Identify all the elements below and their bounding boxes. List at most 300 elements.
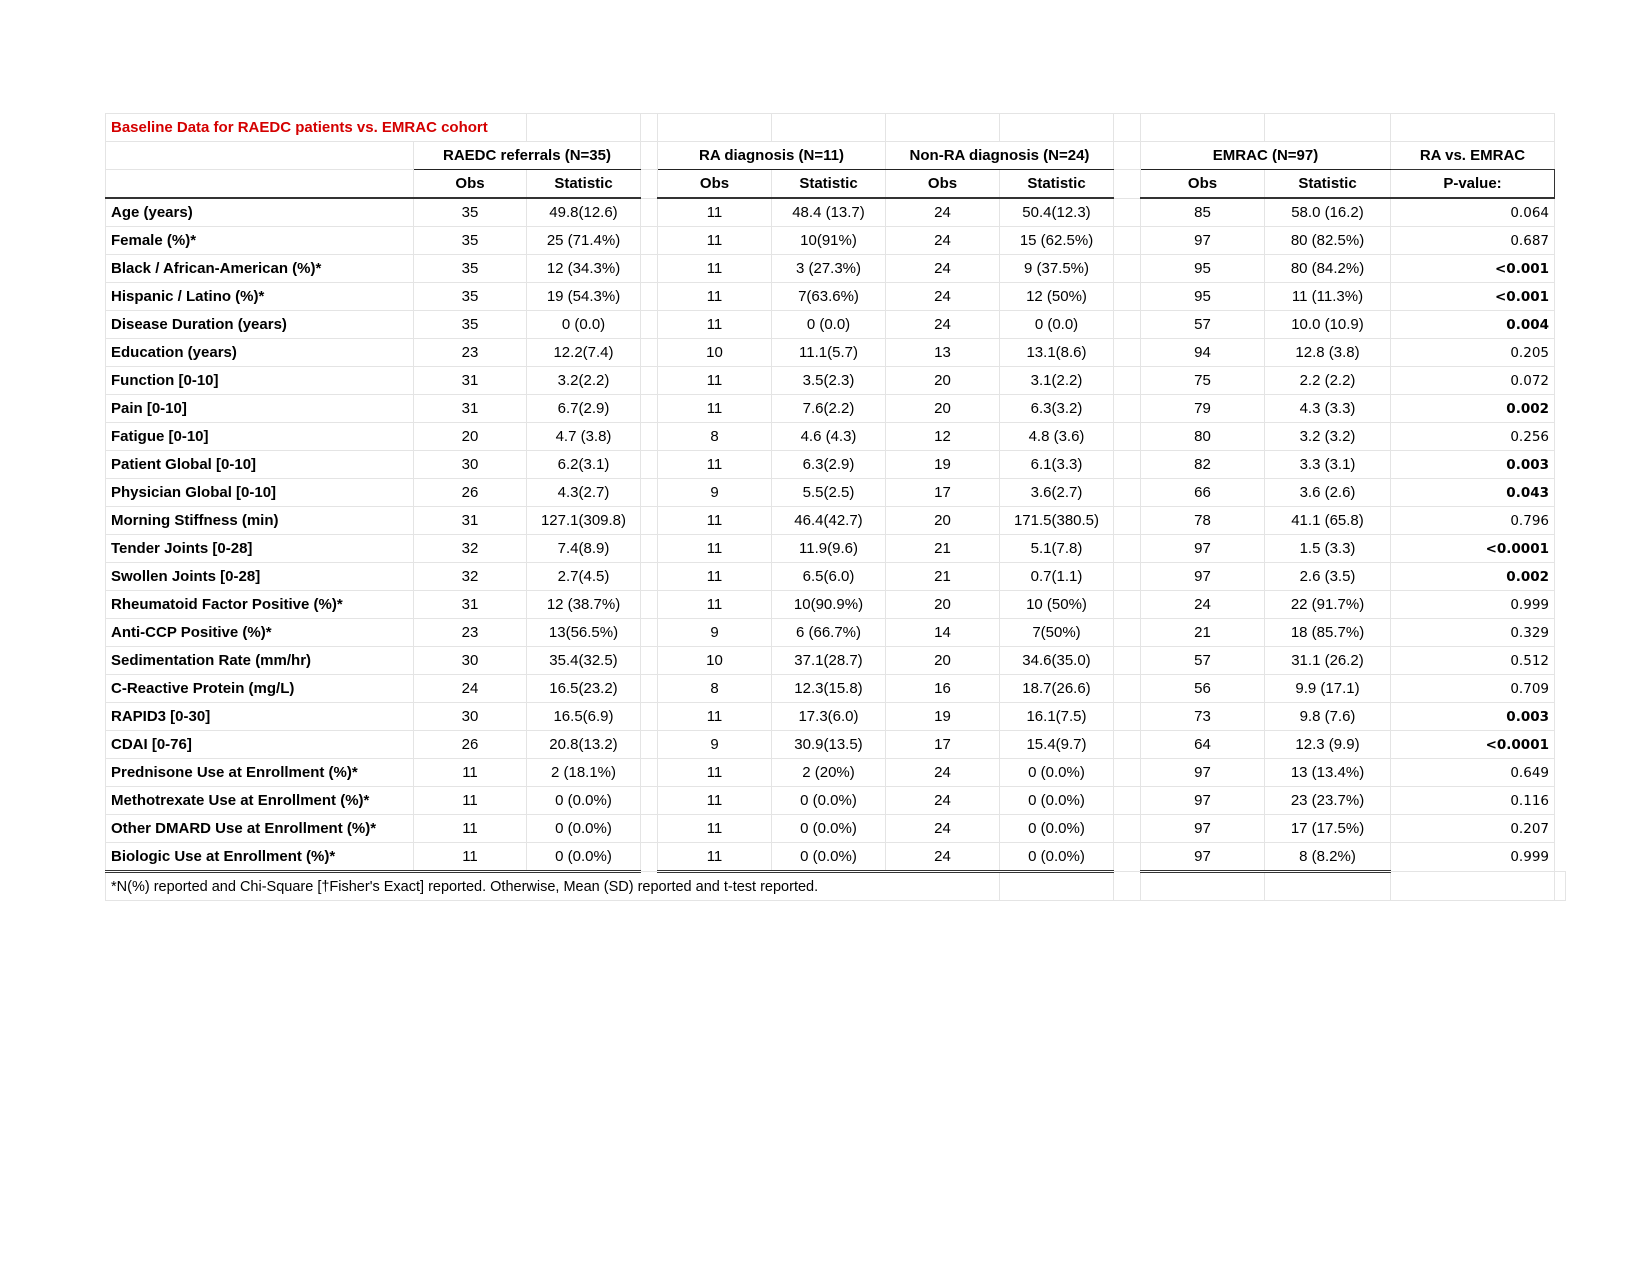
column-gap <box>1114 843 1141 872</box>
non-ra-statistic: 171.5(380.5) <box>1000 507 1114 535</box>
raedc-statistic: 35.4(32.5) <box>527 647 641 675</box>
non-ra-statistic: 3.6(2.7) <box>1000 479 1114 507</box>
ra-obs: 11 <box>658 535 772 563</box>
row-label: Biologic Use at Enrollment (%)* <box>106 843 414 872</box>
non-ra-obs: 24 <box>886 311 1000 339</box>
column-gap <box>641 563 658 591</box>
row-label: Disease Duration (years) <box>106 311 414 339</box>
emrac-obs: 79 <box>1141 395 1265 423</box>
ra-obs: 11 <box>658 198 772 227</box>
raedc-statistic: 0 (0.0%) <box>527 843 641 872</box>
raedc-statistic: 3.2(2.2) <box>527 367 641 395</box>
raedc-statistic: 16.5(6.9) <box>527 703 641 731</box>
emrac-obs: 95 <box>1141 255 1265 283</box>
group-ra: RA diagnosis (N=11) <box>658 142 886 170</box>
emrac-statistic: 23 (23.7%) <box>1265 787 1391 815</box>
row-label: Black / African-American (%)* <box>106 255 414 283</box>
column-gap <box>1114 619 1141 647</box>
table-row <box>106 339 1566 367</box>
raedc-statistic: 49.8(12.6) <box>527 198 641 227</box>
non-ra-obs: 17 <box>886 479 1000 507</box>
statistic-header: Statistic <box>1265 170 1391 199</box>
emrac-obs: 82 <box>1141 451 1265 479</box>
row-label: Morning Stiffness (min) <box>106 507 414 535</box>
non-ra-obs: 20 <box>886 507 1000 535</box>
emrac-obs: 97 <box>1141 787 1265 815</box>
ra-obs: 9 <box>658 731 772 759</box>
raedc-statistic: 127.1(309.8) <box>527 507 641 535</box>
table-row <box>106 507 1566 535</box>
non-ra-obs: 24 <box>886 815 1000 843</box>
ra-statistic: 0 (0.0%) <box>772 843 886 872</box>
emrac-obs: 97 <box>1141 227 1265 255</box>
raedc-statistic: 4.7 (3.8) <box>527 423 641 451</box>
table-row <box>106 311 1566 339</box>
row-label: Function [0-10] <box>106 367 414 395</box>
column-gap <box>641 451 658 479</box>
row-label: CDAI [0-76] <box>106 731 414 759</box>
ra-statistic: 3.5(2.3) <box>772 367 886 395</box>
column-gap <box>641 759 658 787</box>
emrac-obs: 24 <box>1141 591 1265 619</box>
ra-obs: 11 <box>658 591 772 619</box>
raedc-obs: 30 <box>414 451 527 479</box>
column-gap <box>1114 367 1141 395</box>
column-gap <box>1114 507 1141 535</box>
emrac-statistic: 11 (11.3%) <box>1265 283 1391 311</box>
emrac-statistic: 12.3 (9.9) <box>1265 731 1391 759</box>
column-gap <box>641 675 658 703</box>
table-row <box>106 451 1566 479</box>
ra-statistic: 37.1(28.7) <box>772 647 886 675</box>
emrac-statistic: 8 (8.2%) <box>1265 843 1391 872</box>
column-gap <box>641 423 658 451</box>
column-gap <box>1114 563 1141 591</box>
row-label: Swollen Joints [0-28] <box>106 563 414 591</box>
non-ra-obs: 17 <box>886 731 1000 759</box>
footnote-row <box>106 872 1566 901</box>
column-gap <box>641 367 658 395</box>
column-gap <box>1114 311 1141 339</box>
ra-statistic: 17.3(6.0) <box>772 703 886 731</box>
emrac-statistic: 58.0 (16.2) <box>1265 198 1391 227</box>
column-gap <box>1114 283 1141 311</box>
ra-statistic: 48.4 (13.7) <box>772 198 886 227</box>
raedc-statistic: 6.2(3.1) <box>527 451 641 479</box>
row-label: RAPID3 [0-30] <box>106 703 414 731</box>
emrac-obs: 57 <box>1141 311 1265 339</box>
raedc-obs: 20 <box>414 423 527 451</box>
emrac-statistic: 31.1 (26.2) <box>1265 647 1391 675</box>
column-gap <box>1114 339 1141 367</box>
non-ra-obs: 24 <box>886 255 1000 283</box>
raedc-obs: 31 <box>414 367 527 395</box>
non-ra-statistic: 0 (0.0) <box>1000 311 1114 339</box>
raedc-obs: 23 <box>414 339 527 367</box>
column-gap <box>1114 255 1141 283</box>
column-gap <box>1114 395 1141 423</box>
column-gap <box>1114 787 1141 815</box>
non-ra-statistic: 3.1(2.2) <box>1000 367 1114 395</box>
column-gap <box>641 339 658 367</box>
raedc-obs: 26 <box>414 731 527 759</box>
emrac-obs: 73 <box>1141 703 1265 731</box>
column-gap <box>641 227 658 255</box>
raedc-obs: 35 <box>414 227 527 255</box>
emrac-statistic: 2.2 (2.2) <box>1265 367 1391 395</box>
raedc-statistic: 6.7(2.9) <box>527 395 641 423</box>
ra-statistic: 4.6 (4.3) <box>772 423 886 451</box>
ra-obs: 9 <box>658 479 772 507</box>
row-label: Tender Joints [0-28] <box>106 535 414 563</box>
ra-statistic: 0 (0.0%) <box>772 787 886 815</box>
row-label: Prednisone Use at Enrollment (%)* <box>106 759 414 787</box>
raedc-statistic: 4.3(2.7) <box>527 479 641 507</box>
emrac-obs: 57 <box>1141 647 1265 675</box>
p-value: 0.329 <box>1391 619 1555 647</box>
non-ra-obs: 12 <box>886 423 1000 451</box>
non-ra-statistic: 50.4(12.3) <box>1000 198 1114 227</box>
column-gap <box>641 311 658 339</box>
non-ra-statistic: 0 (0.0%) <box>1000 759 1114 787</box>
emrac-obs: 56 <box>1141 675 1265 703</box>
ra-statistic: 11.1(5.7) <box>772 339 886 367</box>
column-gap <box>641 815 658 843</box>
non-ra-obs: 24 <box>886 227 1000 255</box>
non-ra-obs: 14 <box>886 619 1000 647</box>
group-pvalue: RA vs. EMRAC <box>1391 142 1555 170</box>
ra-statistic: 7.6(2.2) <box>772 395 886 423</box>
p-value: 0.002 <box>1391 395 1555 423</box>
column-gap <box>641 255 658 283</box>
non-ra-statistic: 13.1(8.6) <box>1000 339 1114 367</box>
column-gap <box>641 703 658 731</box>
raedc-statistic: 12 (38.7%) <box>527 591 641 619</box>
empty-cell <box>1000 872 1114 901</box>
ra-obs: 11 <box>658 815 772 843</box>
column-gap <box>1114 591 1141 619</box>
ra-obs: 11 <box>658 787 772 815</box>
emrac-obs: 97 <box>1141 843 1265 872</box>
p-value: 0.649 <box>1391 759 1555 787</box>
raedc-statistic: 12.2(7.4) <box>527 339 641 367</box>
row-label: Sedimentation Rate (mm/hr) <box>106 647 414 675</box>
raedc-obs: 30 <box>414 703 527 731</box>
table-row <box>106 395 1566 423</box>
non-ra-statistic: 7(50%) <box>1000 619 1114 647</box>
empty-cell <box>1265 872 1391 901</box>
non-ra-obs: 16 <box>886 675 1000 703</box>
table-row <box>106 843 1566 872</box>
emrac-statistic: 3.2 (3.2) <box>1265 423 1391 451</box>
p-value: 0.072 <box>1391 367 1555 395</box>
p-value: 0.205 <box>1391 339 1555 367</box>
ra-statistic: 0 (0.0) <box>772 311 886 339</box>
raedc-statistic: 0 (0.0%) <box>527 787 641 815</box>
non-ra-obs: 24 <box>886 759 1000 787</box>
emrac-statistic: 80 (82.5%) <box>1265 227 1391 255</box>
p-value: 0.043 <box>1391 479 1555 507</box>
row-label: C-Reactive Protein (mg/L) <box>106 675 414 703</box>
p-value: 0.064 <box>1391 198 1555 227</box>
raedc-obs: 31 <box>414 591 527 619</box>
raedc-obs: 11 <box>414 815 527 843</box>
group-emrac: EMRAC (N=97) <box>1141 142 1391 170</box>
raedc-obs: 11 <box>414 843 527 872</box>
emrac-obs: 78 <box>1141 507 1265 535</box>
non-ra-statistic: 9 (37.5%) <box>1000 255 1114 283</box>
ra-obs: 11 <box>658 759 772 787</box>
ra-statistic: 6 (66.7%) <box>772 619 886 647</box>
table-row <box>106 227 1566 255</box>
obs-header: Obs <box>1141 170 1265 199</box>
non-ra-obs: 19 <box>886 703 1000 731</box>
ra-statistic: 11.9(9.6) <box>772 535 886 563</box>
ra-obs: 10 <box>658 647 772 675</box>
ra-statistic: 10(91%) <box>772 227 886 255</box>
emrac-statistic: 17 (17.5%) <box>1265 815 1391 843</box>
non-ra-statistic: 5.1(7.8) <box>1000 535 1114 563</box>
column-gap <box>641 787 658 815</box>
non-ra-statistic: 16.1(7.5) <box>1000 703 1114 731</box>
p-value: 0.999 <box>1391 843 1555 872</box>
column-gap <box>641 843 658 872</box>
column-gap <box>641 619 658 647</box>
row-label: Hispanic / Latino (%)* <box>106 283 414 311</box>
row-label: Methotrexate Use at Enrollment (%)* <box>106 787 414 815</box>
ra-obs: 11 <box>658 451 772 479</box>
raedc-statistic: 13(56.5%) <box>527 619 641 647</box>
raedc-statistic: 7.4(8.9) <box>527 535 641 563</box>
raedc-obs: 35 <box>414 283 527 311</box>
non-ra-statistic: 10 (50%) <box>1000 591 1114 619</box>
raedc-obs: 31 <box>414 507 527 535</box>
ra-obs: 11 <box>658 367 772 395</box>
ra-obs: 11 <box>658 311 772 339</box>
non-ra-obs: 20 <box>886 591 1000 619</box>
p-value: 0.004 <box>1391 311 1555 339</box>
row-label: Physician Global [0-10] <box>106 479 414 507</box>
column-gap <box>1114 675 1141 703</box>
emrac-obs: 75 <box>1141 367 1265 395</box>
table-row <box>106 619 1566 647</box>
column-gap <box>1114 535 1141 563</box>
ra-obs: 8 <box>658 423 772 451</box>
ra-statistic: 3 (27.3%) <box>772 255 886 283</box>
sub-header-row <box>106 170 1566 199</box>
row-label: Age (years) <box>106 198 414 227</box>
column-gap <box>641 507 658 535</box>
row-label: Rheumatoid Factor Positive (%)* <box>106 591 414 619</box>
title-row <box>106 114 1566 142</box>
column-gap <box>641 395 658 423</box>
raedc-obs: 11 <box>414 787 527 815</box>
baseline-data-table <box>105 113 1566 901</box>
ra-statistic: 2 (20%) <box>772 759 886 787</box>
non-ra-statistic: 12 (50%) <box>1000 283 1114 311</box>
table-row <box>106 367 1566 395</box>
p-value: 0.796 <box>1391 507 1555 535</box>
statistic-header: Statistic <box>772 170 886 199</box>
non-ra-obs: 21 <box>886 535 1000 563</box>
non-ra-obs: 24 <box>886 283 1000 311</box>
column-gap <box>1114 731 1141 759</box>
non-ra-obs: 20 <box>886 395 1000 423</box>
empty-cell <box>1555 872 1566 901</box>
emrac-obs: 97 <box>1141 815 1265 843</box>
ra-obs: 11 <box>658 703 772 731</box>
emrac-statistic: 9.8 (7.6) <box>1265 703 1391 731</box>
obs-header: Obs <box>886 170 1000 199</box>
table-title: Baseline Data for RAEDC patients vs. EMRAC cohort <box>106 114 527 142</box>
non-ra-statistic: 4.8 (3.6) <box>1000 423 1114 451</box>
non-ra-statistic: 0 (0.0%) <box>1000 787 1114 815</box>
ra-obs: 9 <box>658 619 772 647</box>
raedc-obs: 35 <box>414 311 527 339</box>
emrac-obs: 94 <box>1141 339 1265 367</box>
p-value: 0.512 <box>1391 647 1555 675</box>
ra-obs: 11 <box>658 255 772 283</box>
emrac-statistic: 9.9 (17.1) <box>1265 675 1391 703</box>
table-row <box>106 647 1566 675</box>
row-label: Anti-CCP Positive (%)* <box>106 619 414 647</box>
emrac-obs: 80 <box>1141 423 1265 451</box>
table-row <box>106 255 1566 283</box>
group-non-ra: Non-RA diagnosis (N=24) <box>886 142 1114 170</box>
raedc-obs: 35 <box>414 198 527 227</box>
raedc-statistic: 25 (71.4%) <box>527 227 641 255</box>
emrac-statistic: 13 (13.4%) <box>1265 759 1391 787</box>
emrac-statistic: 1.5 (3.3) <box>1265 535 1391 563</box>
ra-statistic: 0 (0.0%) <box>772 815 886 843</box>
column-gap <box>641 535 658 563</box>
emrac-statistic: 80 (84.2%) <box>1265 255 1391 283</box>
raedc-statistic: 12 (34.3%) <box>527 255 641 283</box>
column-gap <box>1114 227 1141 255</box>
p-value: <0.0001 <box>1391 535 1555 563</box>
emrac-statistic: 3.6 (2.6) <box>1265 479 1391 507</box>
group-raedc: RAEDC referrals (N=35) <box>414 142 641 170</box>
row-label: Other DMARD Use at Enrollment (%)* <box>106 815 414 843</box>
non-ra-statistic: 6.3(3.2) <box>1000 395 1114 423</box>
ra-statistic: 46.4(42.7) <box>772 507 886 535</box>
non-ra-statistic: 0 (0.0%) <box>1000 815 1114 843</box>
raedc-statistic: 16.5(23.2) <box>527 675 641 703</box>
raedc-obs: 24 <box>414 675 527 703</box>
emrac-obs: 97 <box>1141 563 1265 591</box>
raedc-obs: 31 <box>414 395 527 423</box>
statistic-header: Statistic <box>1000 170 1114 199</box>
p-value: 0.003 <box>1391 451 1555 479</box>
footnote: *N(%) reported and Chi-Square [†Fisher's Exact] reported. Otherwise, Mean (SD) reported and t-test reported. <box>106 872 1000 901</box>
table-row <box>106 591 1566 619</box>
column-gap <box>641 198 658 227</box>
empty-cell <box>1141 872 1265 901</box>
raedc-obs: 30 <box>414 647 527 675</box>
ra-statistic: 6.5(6.0) <box>772 563 886 591</box>
raedc-obs: 23 <box>414 619 527 647</box>
non-ra-obs: 13 <box>886 339 1000 367</box>
ra-obs: 10 <box>658 339 772 367</box>
column-gap <box>1114 647 1141 675</box>
non-ra-obs: 20 <box>886 367 1000 395</box>
non-ra-statistic: 18.7(26.6) <box>1000 675 1114 703</box>
p-value: 0.003 <box>1391 703 1555 731</box>
row-label: Education (years) <box>106 339 414 367</box>
obs-header: Obs <box>414 170 527 199</box>
non-ra-obs: 19 <box>886 451 1000 479</box>
group-header-row <box>106 142 1566 170</box>
p-value: <0.001 <box>1391 283 1555 311</box>
non-ra-statistic: 6.1(3.3) <box>1000 451 1114 479</box>
p-value: 0.687 <box>1391 227 1555 255</box>
ra-statistic: 30.9(13.5) <box>772 731 886 759</box>
non-ra-statistic: 0.7(1.1) <box>1000 563 1114 591</box>
column-gap <box>641 731 658 759</box>
p-value: 0.207 <box>1391 815 1555 843</box>
column-gap <box>1114 703 1141 731</box>
p-value: <0.0001 <box>1391 731 1555 759</box>
empty-cell <box>1391 872 1555 901</box>
emrac-statistic: 10.0 (10.9) <box>1265 311 1391 339</box>
table-row <box>106 815 1566 843</box>
emrac-obs: 97 <box>1141 759 1265 787</box>
ra-obs: 11 <box>658 507 772 535</box>
column-gap <box>1114 479 1141 507</box>
non-ra-statistic: 15.4(9.7) <box>1000 731 1114 759</box>
non-ra-obs: 24 <box>886 787 1000 815</box>
p-value: 0.002 <box>1391 563 1555 591</box>
column-gap <box>641 283 658 311</box>
p-value: 0.116 <box>1391 787 1555 815</box>
raedc-obs: 35 <box>414 255 527 283</box>
column-gap <box>1114 423 1141 451</box>
column-gap <box>1114 815 1141 843</box>
non-ra-statistic: 0 (0.0%) <box>1000 843 1114 872</box>
row-label: Female (%)* <box>106 227 414 255</box>
non-ra-statistic: 15 (62.5%) <box>1000 227 1114 255</box>
statistic-header: Statistic <box>527 170 641 199</box>
table-row <box>106 703 1566 731</box>
non-ra-obs: 20 <box>886 647 1000 675</box>
ra-obs: 11 <box>658 283 772 311</box>
raedc-statistic: 2 (18.1%) <box>527 759 641 787</box>
emrac-obs: 21 <box>1141 619 1265 647</box>
column-gap <box>641 591 658 619</box>
table-row <box>106 787 1566 815</box>
table-row <box>106 731 1566 759</box>
non-ra-statistic: 34.6(35.0) <box>1000 647 1114 675</box>
emrac-statistic: 3.3 (3.1) <box>1265 451 1391 479</box>
table-row <box>106 535 1566 563</box>
table-row <box>106 563 1566 591</box>
raedc-obs: 32 <box>414 563 527 591</box>
obs-header: Obs <box>658 170 772 199</box>
table-row <box>106 759 1566 787</box>
non-ra-obs: 24 <box>886 198 1000 227</box>
column-gap <box>1114 198 1141 227</box>
column-gap <box>1114 759 1141 787</box>
row-label: Patient Global [0-10] <box>106 451 414 479</box>
ra-obs: 11 <box>658 843 772 872</box>
ra-obs: 11 <box>658 227 772 255</box>
raedc-obs: 11 <box>414 759 527 787</box>
p-value: 0.256 <box>1391 423 1555 451</box>
row-label: Fatigue [0-10] <box>106 423 414 451</box>
emrac-obs: 64 <box>1141 731 1265 759</box>
ra-statistic: 6.3(2.9) <box>772 451 886 479</box>
emrac-statistic: 18 (85.7%) <box>1265 619 1391 647</box>
